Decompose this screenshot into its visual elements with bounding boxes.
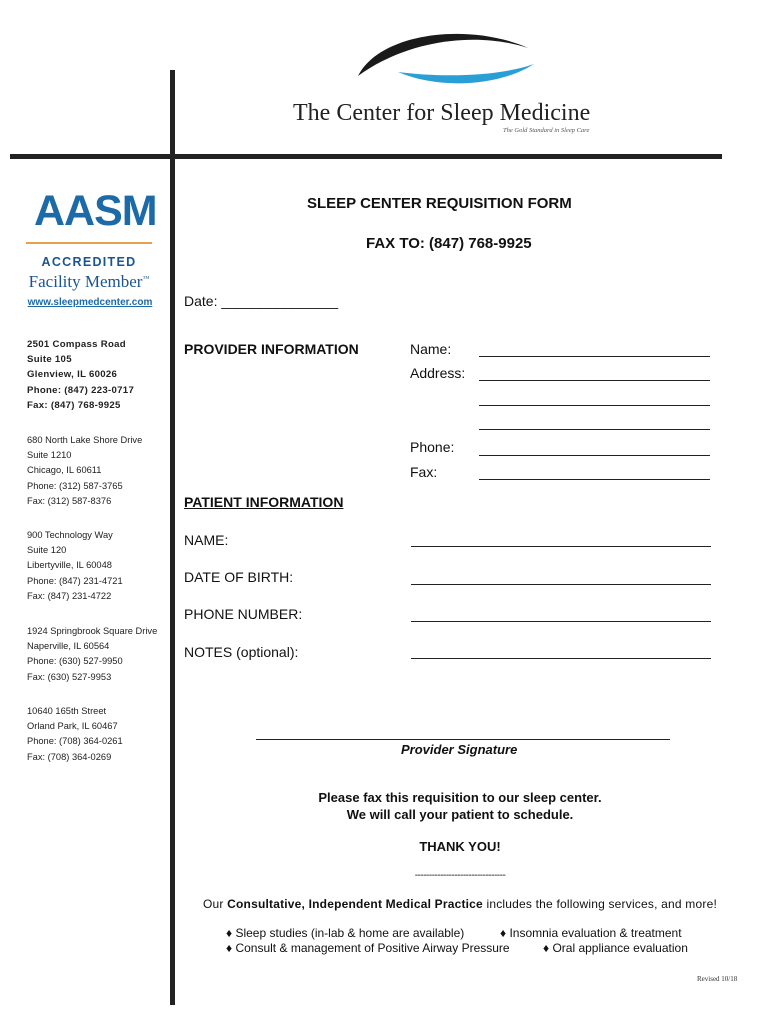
provider-address-input-3[interactable] [479, 429, 710, 430]
brand-tagline: The Gold Standard in Sleep Care [503, 127, 590, 134]
patient-notes-label: NOTES (optional): [184, 644, 299, 660]
service-pap-consult: ♦ Consult & management of Positive Airway Pressure [226, 941, 510, 955]
provider-fax-input[interactable] [479, 479, 710, 480]
aasm-logo: AASM [34, 187, 157, 235]
provider-fax-label: Fax: [410, 464, 438, 480]
patient-information-heading: PATIENT INFORMATION [184, 494, 344, 510]
fax-instruction-line-1: Please fax this requisition to our sleep center. [318, 790, 602, 805]
service-insomnia: ♦ Insomnia evaluation & treatment [500, 926, 682, 940]
vertical-divider [170, 70, 175, 1005]
provider-name-input[interactable] [479, 356, 710, 357]
location-chicago: 680 North Lake Shore Drive Suite 1210 Chicago, IL 60611 Phone: (312) 587-3765 Fax: (312) 587-8376 [27, 435, 143, 506]
provider-information-heading: PROVIDER INFORMATION [184, 341, 359, 357]
horizontal-divider [10, 154, 722, 159]
provider-address-input-1[interactable] [479, 380, 710, 381]
location-libertyville: 900 Technology Way Suite 120 Libertyville, IL 60048 Phone: (847) 231-4721 Fax: (847) 231-4722 [27, 530, 123, 601]
location-naperville: 1924 Springbrook Square Drive Naperville, IL 60564 Phone: (630) 527-9950 Fax: (630) 527-9953 [27, 626, 158, 682]
provider-phone-label: Phone: [410, 439, 455, 455]
provider-name-label: Name: [410, 341, 452, 357]
provider-address-label: Address: [410, 365, 466, 381]
provider-signature-label: Provider Signature [401, 742, 518, 757]
signature-line[interactable] [256, 739, 670, 740]
facility-member-label: Facility Member™ [28, 272, 150, 291]
sleep-center-logo-arc-icon [350, 28, 540, 98]
footer-divider: -------------------------------- [414, 870, 506, 881]
patient-notes-input[interactable] [411, 658, 711, 659]
form-title: SLEEP CENTER REQUISITION FORM [307, 195, 572, 212]
patient-phone-input[interactable] [411, 621, 711, 622]
accredited-label: ACCREDITED [41, 255, 137, 269]
fax-to-heading: FAX TO: (847) 768-9925 [366, 235, 532, 252]
patient-dob-input[interactable] [411, 584, 711, 585]
provider-phone-input[interactable] [479, 455, 710, 456]
patient-dob-label: DATE OF BIRTH: [184, 569, 294, 585]
location-glenview: 2501 Compass Road Suite 105 Glenview, IL 60026 Phone: (847) 223-0717 Fax: (847) 768-9925 [27, 339, 135, 411]
brand-name: The Center for Sleep Medicine [293, 100, 591, 126]
provider-address-input-2[interactable] [479, 405, 710, 406]
service-oral-appliance: ♦ Oral appliance evaluation [543, 941, 688, 955]
location-orland-park: 10640 165th Street Orland Park, IL 60467 Phone: (708) 364-0261 Fax: (708) 364-0269 [27, 706, 123, 762]
services-intro: Our Consultative, Independent Medical Practice includes the following services, and more! [203, 897, 717, 911]
fax-instruction-line-2: We will call your patient to schedule. [346, 807, 574, 822]
patient-phone-label: PHONE NUMBER: [184, 606, 303, 622]
date-field[interactable]: Date: _______________ [184, 293, 339, 309]
patient-name-input[interactable] [411, 546, 711, 547]
revised-date: Revised 10/18 [697, 975, 738, 983]
service-sleep-studies: ♦ Sleep studies (in-lab & home are available) [226, 926, 465, 940]
aasm-divider [26, 242, 152, 244]
patient-name-label: NAME: [184, 532, 229, 548]
website-link[interactable]: www.sleepmedcenter.com [27, 297, 153, 308]
thank-you-text: THANK YOU! [419, 839, 501, 854]
